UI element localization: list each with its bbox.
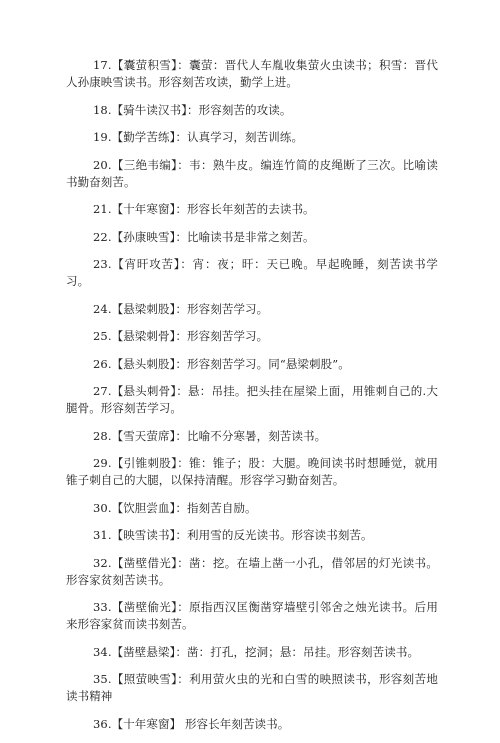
idiom-entry — [66, 455, 438, 489]
entry-number: 20. — [93, 157, 112, 172]
entry-number: 27. — [93, 384, 112, 398]
entry-idiom: 【宵旰攻苦】 — [111, 257, 181, 271]
idiom-list — [66, 57, 438, 743]
entry-definition: ：悬：吊挂。把头挂在屋梁上面，用锥刺自己的.大腿骨。形容刻苦学习。 — [66, 384, 438, 415]
entry-number: 23. — [93, 257, 112, 271]
entry-idiom: 【引锥刺股】 — [111, 456, 178, 470]
idiom-entry — [66, 157, 438, 191]
entry-definition: ：利用雪的反光读书。形容读书刻苦。 — [175, 528, 373, 542]
entry-idiom: 【悬头刺骨】 — [111, 384, 177, 398]
entry-definition: ：凿：挖。在墙上凿一小孔，借邻居的灯光读书。形容家贫刻苦读书。 — [66, 555, 438, 587]
entry-definition: ：形容刻苦的攻读。 — [187, 102, 292, 117]
entry-number: 31. — [93, 528, 112, 542]
idiom-entry — [66, 500, 438, 517]
entry-definition: ：指刻苦自励。 — [175, 500, 257, 515]
idiom-entry — [66, 129, 438, 146]
entry-number: 17. — [93, 58, 112, 72]
entry-number: 22. — [93, 229, 112, 244]
entry-idiom: 【三绝韦编】 — [111, 157, 178, 172]
entry-number: 33. — [93, 600, 112, 614]
entry-number: 30. — [93, 500, 112, 515]
entry-definition: ：凿：打孔，挖洞；悬：吊挂。形容刻苦读书。 — [175, 644, 420, 659]
entry-idiom: 【勤学苦练】 — [111, 130, 176, 144]
entry-idiom: 【悬梁刺骨】 — [111, 329, 176, 343]
entry-idiom: 【映雪读书】 — [111, 528, 176, 542]
entry-number: 34. — [93, 644, 112, 659]
idiom-entry — [66, 102, 438, 119]
entry-number: 24. — [93, 301, 112, 316]
entry-number: 36. — [93, 716, 112, 731]
idiom-entry — [66, 527, 438, 544]
idiom-entry — [66, 555, 438, 589]
idiom-entry — [66, 229, 438, 246]
entry-idiom: 【凿壁偷光】 — [111, 600, 178, 614]
entry-idiom: 【饮胆尝血】 — [111, 500, 176, 515]
idiom-entry — [66, 356, 438, 373]
entry-idiom: 【悬梁刺股】 — [111, 301, 176, 316]
entry-number: 21. — [93, 202, 112, 216]
entry-definition: ：形容刻苦学习。 — [175, 329, 269, 343]
idiom-entry — [66, 383, 438, 417]
idiom-entry — [66, 256, 438, 290]
idiom-entry — [66, 201, 438, 218]
entry-definition: ：认真学习，刻苦训练。 — [175, 130, 304, 144]
idiom-entry — [66, 644, 438, 661]
entry-idiom: 【十年寒窗】 — [111, 716, 182, 731]
entry-idiom: 【囊萤积雪】 — [111, 58, 178, 72]
entry-number: 29. — [93, 456, 112, 470]
entry-number: 26. — [93, 356, 112, 371]
entry-definition: ：锥：锥子；股：大腿。晚间读书时想睡觉，就用锥子刺自己的大腿，以保持清醒。形容学习勤奋刻苦。 — [66, 456, 438, 487]
entry-definition: ：韦：熟牛皮。编连竹简的皮绳断了三次。比喻读书勤奋刻苦。 — [66, 157, 438, 189]
idiom-entry — [66, 599, 438, 633]
idiom-entry — [66, 716, 438, 733]
entry-number: 19. — [93, 130, 112, 144]
entry-definition: ：形容长年刻苦的去读书。 — [175, 202, 315, 216]
entry-definition: ：囊萤：晋代人车胤收集萤火虫读书；积雪：晋代人孙康映雪读书。形容刻苦攻读，勤学上进。 — [66, 58, 438, 89]
entry-idiom: 【骑牛读汉书】 — [111, 102, 188, 117]
entry-definition: ：形容刻苦学习。 — [175, 301, 269, 316]
idiom-entry — [66, 57, 438, 91]
entry-definition: ：利用萤火虫的光和白雪的映照读书，形容刻苦地读书精神 — [66, 672, 438, 703]
entry-definition: ：比喻不分寒暑，刻苦读书。 — [175, 428, 327, 443]
entry-number: 18. — [93, 102, 112, 117]
entry-definition: 形容长年刻苦读书。 — [181, 716, 290, 731]
entry-idiom: 【雪天萤席】 — [111, 428, 176, 443]
entry-definition: ：原指西汉匡衡凿穿墙壁引邻舍之烛光读书。后用来形容家贫而读书刻苦。 — [66, 600, 438, 631]
idiom-entry — [66, 328, 438, 345]
entry-idiom: 【凿壁借光】 — [111, 555, 178, 570]
entry-idiom: 【照萤映雪】 — [111, 672, 178, 686]
entry-number: 32. — [93, 555, 112, 570]
idiom-entry — [66, 671, 438, 705]
idiom-entry — [66, 428, 438, 445]
entry-definition: ：宵：夜；旰：天已晚。早起晚睡，刻苦读书学习。 — [66, 257, 438, 288]
entry-definition: ：比喻读书是非常之刻苦。 — [175, 229, 315, 244]
entry-number: 28. — [93, 428, 112, 443]
entry-definition: ：形容刻苦学习。同“悬梁刺股”。 — [175, 356, 350, 371]
entry-idiom: 【孙康映雪】 — [111, 229, 176, 244]
entry-number: 25. — [93, 329, 112, 343]
entry-number: 35. — [93, 672, 112, 686]
entry-idiom: 【悬头刺股】 — [111, 356, 176, 371]
entry-idiom: 【凿壁悬梁】 — [111, 644, 176, 659]
entry-idiom: 【十年寒窗】 — [111, 202, 176, 216]
idiom-entry — [66, 301, 438, 318]
